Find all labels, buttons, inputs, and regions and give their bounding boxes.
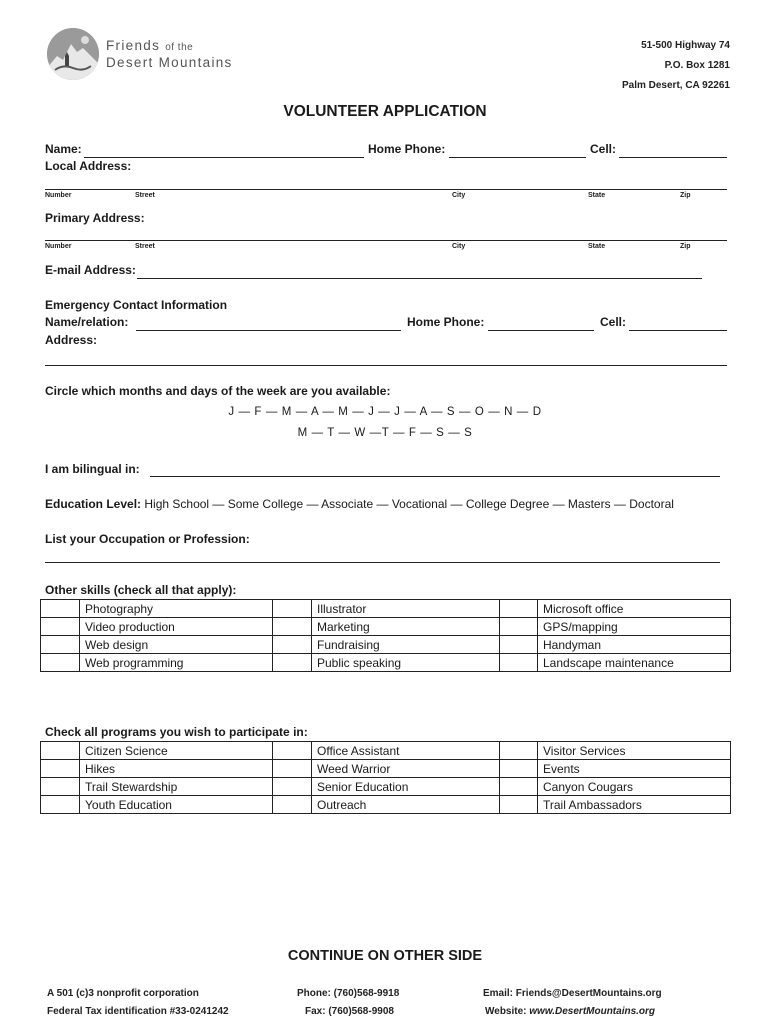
checkbox-cell[interactable] — [500, 600, 538, 618]
address-line3: Palm Desert, CA 92261 — [621, 80, 730, 91]
local-zip-label: Zip — [680, 192, 691, 199]
local-city-label: City — [452, 192, 466, 199]
option-label: Microsoft office — [538, 600, 731, 618]
option-label: Outreach — [312, 796, 500, 814]
occupation-label: List your Occupation or Profession: — [45, 532, 250, 546]
primary-number-label: Number — [45, 243, 72, 250]
emergency-address-field[interactable] — [45, 351, 727, 366]
email-field[interactable] — [137, 264, 702, 279]
footer-phone: Phone: (760)568-9918 — [297, 988, 400, 999]
option-label: Landscape maintenance — [538, 654, 731, 672]
address-line1: 51-500 Highway 74 — [641, 40, 730, 51]
option-label: Photography — [80, 600, 273, 618]
checkbox-cell[interactable] — [273, 796, 312, 814]
months-selector[interactable]: J — F — M — A — M — J — J — A — S — O — N — D — [228, 406, 542, 418]
home-phone-field[interactable] — [449, 143, 586, 158]
emergency-name-field[interactable] — [136, 316, 401, 331]
primary-state-label: State — [588, 243, 606, 250]
checkbox-cell[interactable] — [500, 796, 538, 814]
table-row — [41, 796, 731, 814]
option-label: Canyon Cougars — [538, 778, 731, 796]
org-logo — [47, 28, 99, 80]
days-selector[interactable]: M — T — W —T — F — S — S — [297, 427, 473, 439]
checkbox-cell[interactable] — [41, 760, 80, 778]
checkbox-cell[interactable] — [500, 654, 538, 672]
footer-website-link[interactable]: www.DesertMountains.org — [529, 1006, 656, 1017]
option-label: GPS/mapping — [538, 618, 731, 636]
bilingual-label: I am bilingual in: — [45, 462, 140, 476]
education-row — [45, 497, 674, 511]
option-label: Handyman — [538, 636, 731, 654]
checkbox-cell[interactable] — [41, 796, 80, 814]
email-label: E-mail Address: — [45, 263, 136, 277]
option-label: Web programming — [80, 654, 273, 672]
primary-street-label: Street — [135, 243, 155, 250]
option-label: Citizen Science — [80, 742, 273, 760]
local-address-field[interactable] — [45, 176, 727, 190]
table-row — [41, 600, 731, 618]
option-label: Trail Ambassadors — [538, 796, 731, 814]
org-name-of-the: of the — [165, 42, 194, 53]
org-name-line1: Friends — [106, 38, 161, 53]
checkbox-cell[interactable] — [500, 760, 538, 778]
checkbox-cell[interactable] — [41, 742, 80, 760]
cell-label: Cell: — [590, 142, 617, 156]
home-phone-label: Home Phone: — [368, 142, 446, 156]
emergency-name-label: Name/relation: — [45, 315, 129, 329]
footer-nonprofit: A 501 (c)3 nonprofit corporation — [47, 988, 199, 999]
emergency-address-label: Address: — [45, 333, 98, 347]
bilingual-field[interactable] — [150, 462, 720, 477]
education-label: Education Level: — [45, 497, 142, 511]
checkbox-cell[interactable] — [500, 618, 538, 636]
checkbox-cell[interactable] — [41, 618, 80, 636]
occupation-field[interactable] — [45, 549, 720, 563]
option-label: Visitor Services — [538, 742, 731, 760]
checkbox-cell[interactable] — [273, 618, 312, 636]
footer-email[interactable]: Email: Friends@DesertMountains.org — [483, 988, 662, 999]
option-label: Trail Stewardship — [80, 778, 273, 796]
page-title: VOLUNTEER APPLICATION — [283, 103, 487, 120]
checkbox-cell[interactable] — [273, 742, 312, 760]
checkbox-cell[interactable] — [41, 600, 80, 618]
emergency-heading: Emergency Contact Information — [45, 298, 228, 312]
footer-fax: Fax: (760)568-9908 — [305, 1006, 394, 1017]
checkbox-cell[interactable] — [273, 600, 312, 618]
checkbox-cell[interactable] — [273, 636, 312, 654]
table-row — [41, 654, 731, 672]
option-label: Video production — [80, 618, 273, 636]
primary-address-label: Primary Address: — [45, 211, 145, 225]
checkbox-cell[interactable] — [273, 760, 312, 778]
org-name — [106, 38, 233, 70]
footer-website-row — [485, 1006, 655, 1017]
option-label: Events — [538, 760, 731, 778]
table-row — [41, 742, 731, 760]
option-label: Weed Warrior — [312, 760, 500, 778]
education-options[interactable]: High School — Some College — Associate — Vocational — College Degree — Masters — Doctoral — [144, 497, 674, 511]
checkbox-cell[interactable] — [500, 778, 538, 796]
continue-note: CONTINUE ON OTHER SIDE — [287, 948, 483, 964]
checkbox-cell[interactable] — [41, 636, 80, 654]
option-label: Fundraising — [312, 636, 500, 654]
option-label: Illustrator — [312, 600, 500, 618]
option-label: Web design — [80, 636, 273, 654]
option-label: Youth Education — [80, 796, 273, 814]
footer-tax-id: Federal Tax identification #33-0241242 — [47, 1006, 229, 1017]
emergency-home-phone-field[interactable] — [488, 316, 594, 331]
skills-table — [40, 599, 731, 672]
checkbox-cell[interactable] — [41, 654, 80, 672]
option-label: Hikes — [80, 760, 273, 778]
option-label: Marketing — [312, 618, 500, 636]
emergency-home-phone-label: Home Phone: — [407, 315, 485, 329]
address-line2: P.O. Box 1281 — [664, 60, 730, 71]
checkbox-cell[interactable] — [273, 778, 312, 796]
table-row — [41, 636, 731, 654]
checkbox-cell[interactable] — [500, 636, 538, 654]
org-address — [622, 36, 730, 96]
programs-heading: Check all programs you wish to participate in: — [45, 725, 308, 739]
option-label: Senior Education — [312, 778, 500, 796]
name-field[interactable] — [84, 143, 364, 158]
table-row — [41, 778, 731, 796]
primary-city-label: City — [452, 243, 466, 250]
local-address-label: Local Address: — [45, 159, 132, 173]
table-row — [41, 760, 731, 778]
local-state-label: State — [588, 192, 606, 199]
availability-heading: Circle which months and days of the week are you available: — [45, 384, 391, 398]
primary-zip-label: Zip — [680, 243, 691, 250]
emergency-cell-label: Cell: — [600, 315, 627, 329]
local-number-label: Number — [45, 192, 72, 199]
name-label: Name: — [45, 142, 82, 156]
cell-field[interactable] — [619, 143, 727, 158]
local-street-label: Street — [135, 192, 155, 199]
footer-website-label: Website: — [485, 1006, 527, 1017]
table-row — [41, 618, 731, 636]
checkbox-cell[interactable] — [500, 742, 538, 760]
option-label: Public speaking — [312, 654, 500, 672]
programs-table — [40, 741, 731, 814]
primary-address-field[interactable] — [45, 227, 727, 241]
mountain-logo-icon — [47, 28, 99, 80]
option-label: Office Assistant — [312, 742, 500, 760]
checkbox-cell[interactable] — [273, 654, 312, 672]
skills-heading: Other skills (check all that apply): — [45, 583, 237, 597]
checkbox-cell[interactable] — [41, 778, 80, 796]
org-name-line2: Desert Mountains — [106, 55, 233, 70]
emergency-cell-field[interactable] — [629, 316, 727, 331]
